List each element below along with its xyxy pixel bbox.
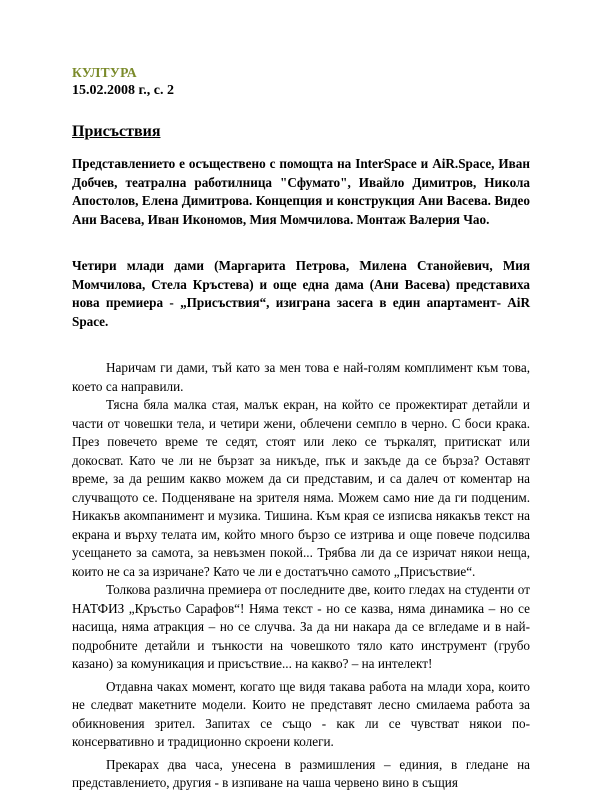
article-credits: Представлението е осъществено с помощта на InterSpace и AiR.Space, Иван Добчев, театрална работилница "Сфумато", Ивайло Димитров, Никола Апостолов, Елена Димитрова. Концепция и конструкция Ани Васева. Видео Ани Васева, Иван Икономов, Мия Момчилова. Монтаж Валерия Чао. [72, 156, 530, 227]
article-lead: Четири млади дами (Маргарита Петрова, Милена Станойевич, Мия Момчилова, Стела Кръстева) и още една дама (Ани Васева) представиха нова премиера - „Присъствия“, изиграна засега в един апартамент- AiR Space. [72, 258, 530, 329]
body-paragraph: Толкова различна премиера от последните две, които гледах на студенти от НАТФИЗ „Кръстьо Сарафов“! Няма текст - но се казва, няма динамика – но се насища, няма атракция – но се случва. За да ни накара да се вгледаме и в най-подробните детайли и тънкости на човешкото тяло като инструмент (грубо казано) за комуникация и присъствие... на какво? – на интелект! [72, 582, 530, 671]
body-paragraph: Отдавна чаках момент, когато ще видя такава работа на млади хора, които не следват макетните модели. Които не представят лесно смилаема работа за обикновения зрител. Запитах се също - как ли се чувстват някои по-консервативно и традиционно скроени колеги. [72, 678, 530, 749]
body-paragraph: Тясна бяла малка стая, малък екран, на който се прожектират детайли и части от човешки тела, и четири жени, облечени семпло в черно. С боси крака. През повечето време те седят, стоят или леко се търкалят, притискат или докосват. Като че ли не бързат за никъде, пък и закъде да се бърза? Оставят време, за да решим какво можем да си представим, и са далеч от коментар на случващото се. Подценяване на зрителя няма. Можем само ние да ги подценим. Никакъв акомпанимент и музика. Тишина. Към края се изписва някакъв текст на екрана и върху телата им, който много бързо се изтрива и още повече подсилва усещането за самота, за невъзмен покой... Трябва ли да се изричат някои неща, които не са за изричане? Като че ли е достатъчно самото „Присъствие“. [72, 397, 530, 579]
article-body [72, 359, 530, 793]
article-title: Присъствия [72, 123, 161, 140]
section-label: КУЛТУРА [72, 65, 137, 80]
dateline: 15.02.2008 г., с. 2 [72, 83, 174, 98]
body-paragraph: Наричам ги дами, тъй като за мен това е най-голям комплимент към това, което са направили. [72, 360, 530, 394]
body-paragraph: Прекарах два часа, унесена в размишления – единия, в гледане на представлението, другия - в изпиване на чаша червено вино в същия [72, 756, 530, 790]
article-page [72, 64, 530, 793]
